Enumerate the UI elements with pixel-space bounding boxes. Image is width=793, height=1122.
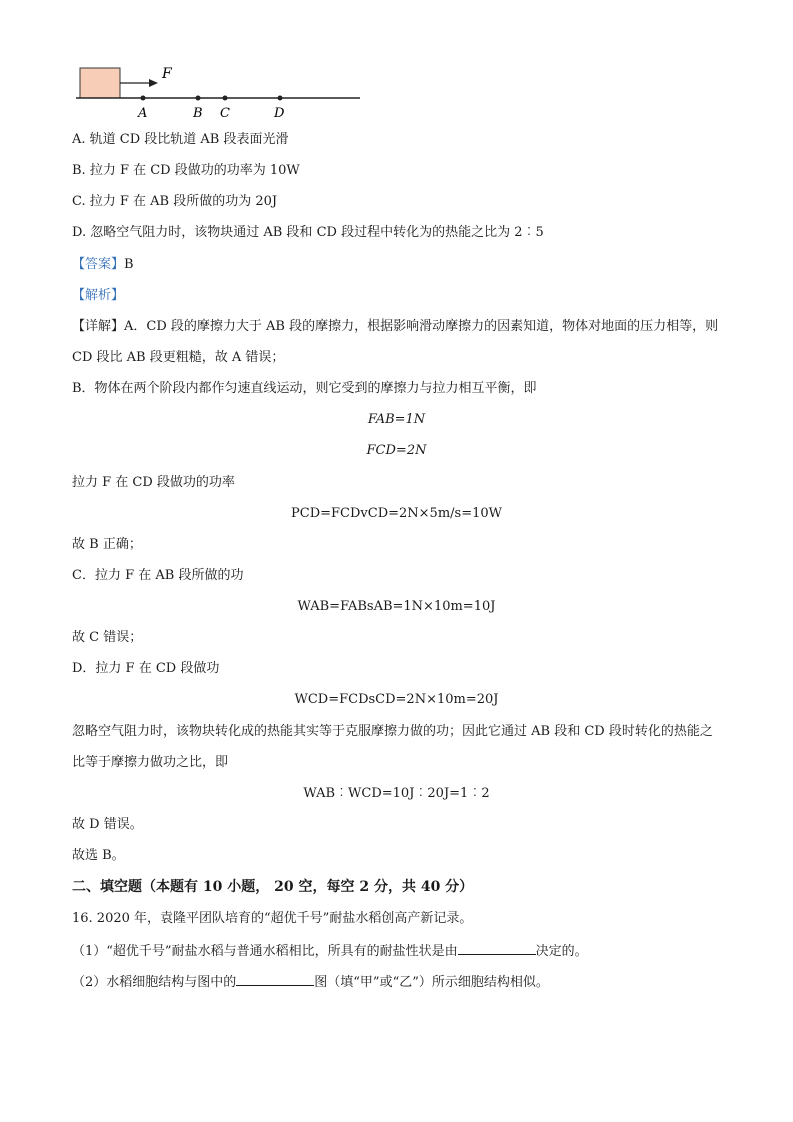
point-c-label: C xyxy=(220,106,230,121)
force-label: F xyxy=(162,66,172,82)
option-b: B. 拉力 F 在 CD 段做功的功率为 10W xyxy=(72,163,300,178)
block xyxy=(80,68,120,98)
option-d: D. 忽略空气阻力时，该物块通过 AB 段和 CD 段过程中转化为的热能之比为 2︰5 xyxy=(72,225,544,240)
q16-part2-post: 图（填“甲”或“乙”）所示细胞结构相似。 xyxy=(314,975,549,990)
force-diagram xyxy=(0,0,793,125)
eq-wab: WAB=FABsAB=1N×10m=10J xyxy=(297,599,496,614)
q16-part2-pre: （2）水稻细胞结构与图中的 xyxy=(72,975,237,990)
detail-d-line: D．拉力 F 在 CD 段做功 xyxy=(72,661,220,676)
eq-wcd: WCD=FCDsCD=2N×10m=20J xyxy=(294,692,499,707)
detail-b-conclusion: 故 B 正确； xyxy=(72,537,142,552)
option-c: C. 拉力 F 在 AB 段所做的功为 20J xyxy=(72,194,278,209)
answer-label: 【答案】 xyxy=(72,257,125,272)
section2-title: 二、填空题（本题有 10 小题， 20 空，每空 2 分，共 40 分） xyxy=(72,879,474,895)
q16-stem: 16. 2020 年，袁隆平团队培育的“超优千号”耐盐水稻创高产新记录。 xyxy=(72,911,473,926)
point-a-dot xyxy=(141,96,146,101)
detail-c-conclusion: 故 C 错误； xyxy=(72,630,143,645)
answer-row xyxy=(72,255,134,275)
analysis-label: 【解析】 xyxy=(72,288,125,303)
q16-part1-post: 决定的。 xyxy=(535,944,588,959)
q16-part1 xyxy=(72,940,588,962)
detail-c-line: C．拉力 F 在 AB 段所做的功 xyxy=(72,568,244,583)
eq-power: PCD=FCDvCD=2N×5m/s=10W xyxy=(291,506,502,521)
detail-b-line: B．物体在两个阶段内都作匀速直线运动，则它受到的摩擦力与拉力相互平衡，即 xyxy=(72,381,537,396)
point-d-dot xyxy=(278,96,283,101)
detail-final: 故选 B。 xyxy=(72,848,125,863)
point-d-label: D xyxy=(274,106,285,121)
detail-d-conclusion: 故 D 错误。 xyxy=(72,817,143,832)
eq-fab: FAB=1N xyxy=(367,412,426,427)
q16-part2-blank[interactable] xyxy=(236,971,314,986)
eq-ratio: WAB︰WCD=10J︰20J=1︰2 xyxy=(303,786,490,801)
point-a-label: A xyxy=(138,106,148,121)
q16-part2 xyxy=(72,971,549,993)
detail-power-line: 拉力 F 在 CD 段做功的功率 xyxy=(72,475,235,490)
option-a: A. 轨道 CD 段比轨道 AB 段表面光滑 xyxy=(72,132,289,147)
point-b-label: B xyxy=(193,106,203,121)
point-b-dot xyxy=(196,96,201,101)
detail-heat-line: 忽略空气阻力时，该物块转化成的热能其实等于克服摩擦力做的功；因此它通过 AB 段和 CD 段时转化的热能之比等于摩擦力做功之比，即 xyxy=(72,724,713,770)
point-c-dot xyxy=(223,96,228,101)
q16-part1-blank[interactable] xyxy=(458,940,536,955)
detail-intro: 【详解】A．CD 段的摩擦力大于 AB 段的摩擦力，根据影响滑动摩擦力的因素知道，物体对地面的压力相等，则 CD 段比 AB 段更粗糙，故 A 错误； xyxy=(72,319,719,365)
force-arrowhead xyxy=(149,79,158,87)
q16-part1-pre: （1）“超优千号”耐盐水稻与普通水稻相比，所具有的耐盐性状是由 xyxy=(72,944,458,959)
eq-fcd: FCD=2N xyxy=(366,443,427,458)
answer-value: B xyxy=(124,257,134,272)
